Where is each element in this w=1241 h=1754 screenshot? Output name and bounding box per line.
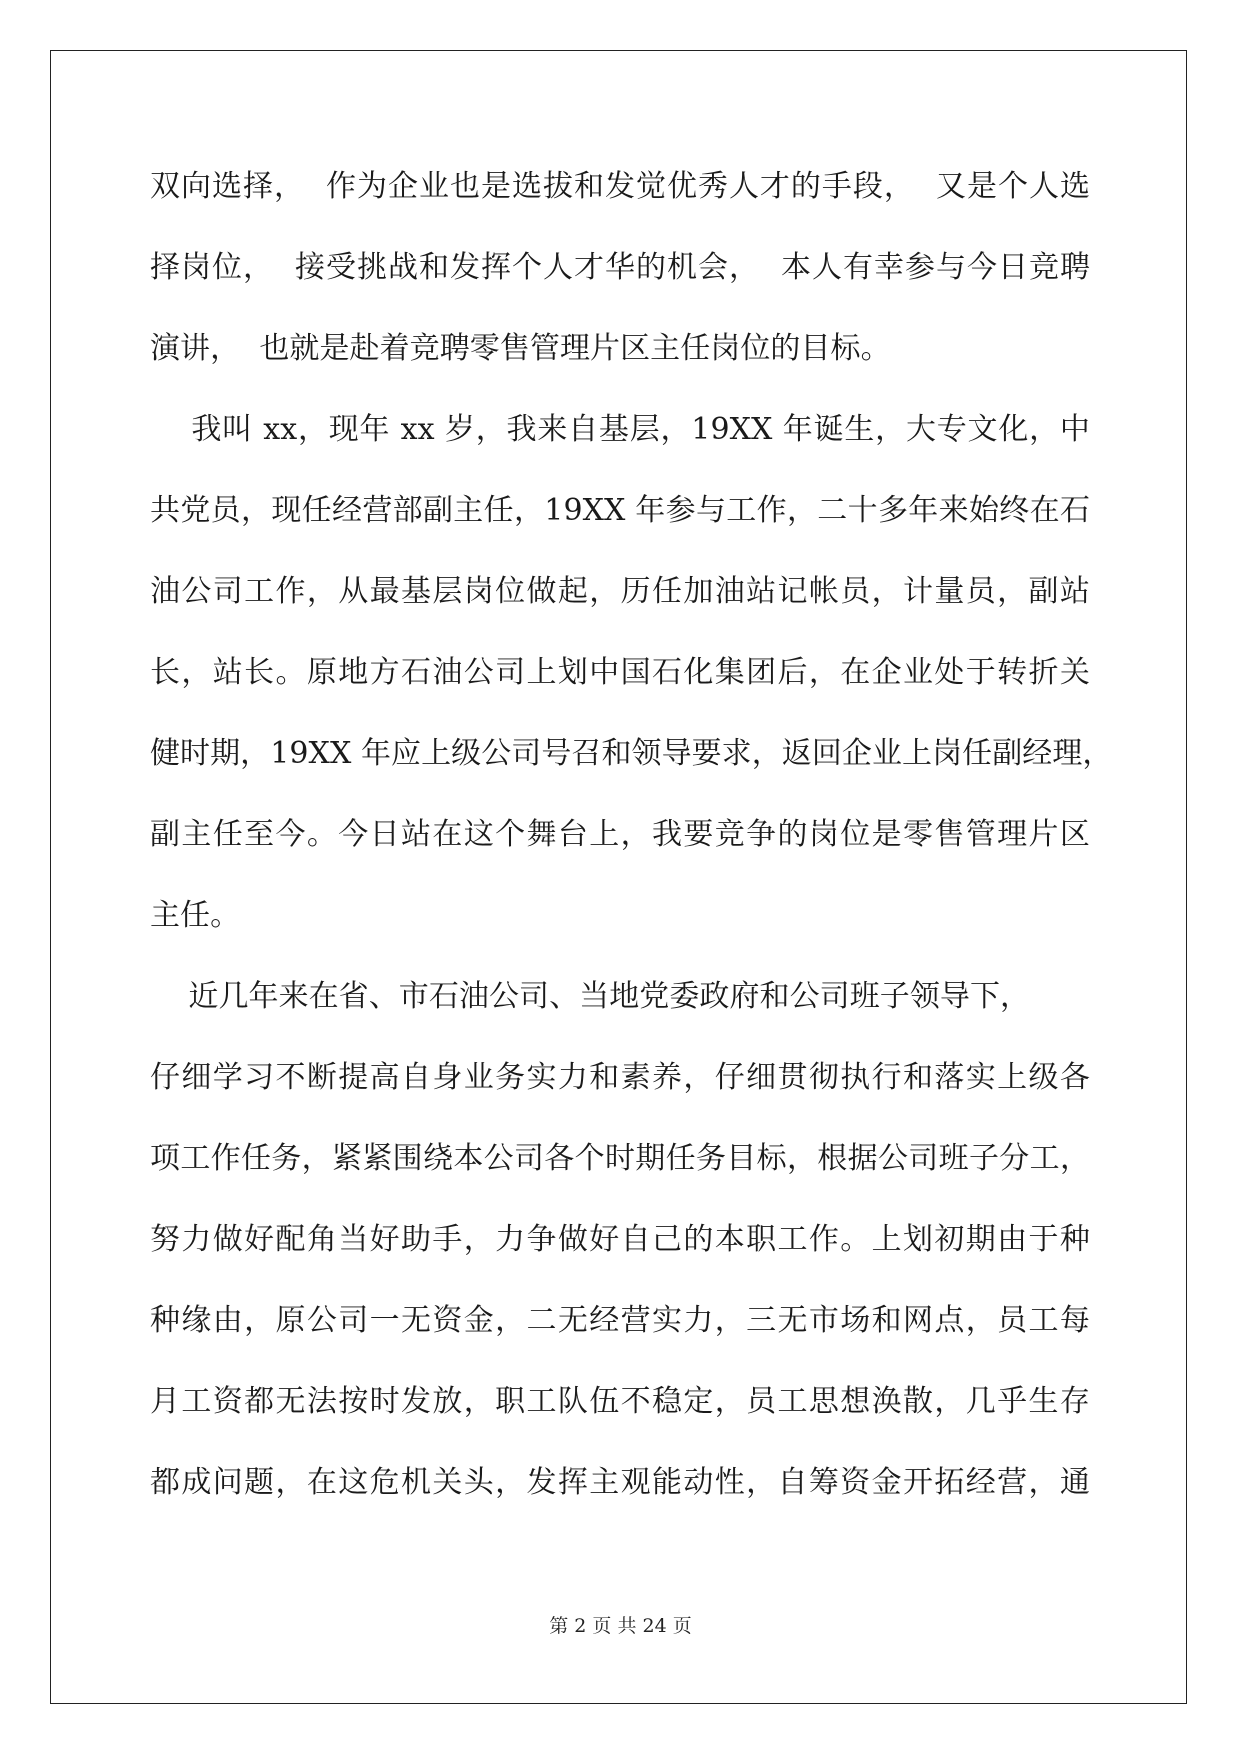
text-line: 共党员，现任经营部副主任，19XX 年参与工作，二十多年来始终在石 xyxy=(150,493,1090,528)
text-line: 择岗位， 接受挑战和发挥个人才华的机会， 本人有幸参与今日竞聘 xyxy=(150,250,1090,285)
text-line: 主任。 xyxy=(150,898,241,933)
text-line: 双向选择， 作为企业也是选拔和发觉优秀人才的手段， 又是个人选 xyxy=(150,169,1090,204)
text-line: 副主任至今。今日站在这个舞台上，我要竞争的岗位是零售管理片区 xyxy=(150,817,1090,852)
text-line: 油公司工作，从最基层岗位做起，历任加油站记帐员，计量员，副站 xyxy=(150,574,1090,609)
text-line: 都成问题，在这危机关头，发挥主观能动性，自筹资金开拓经营，通 xyxy=(150,1465,1090,1500)
text-line: 努力做好配角当好助手，力争做好自己的本职工作。上划初期由于种 xyxy=(150,1222,1090,1257)
text-line: 我叫 xx，现年 xx 岁，我来自基层，19XX 年诞生，大专文化，中 xyxy=(150,412,1090,447)
text-line: 健时期，19XX 年应上级公司号召和领导要求，返回企业上岗任副经理， xyxy=(150,736,1113,771)
text-line: 月工资都无法按时发放，职工队伍不稳定，员工思想涣散，几乎生存 xyxy=(150,1384,1090,1419)
page-number-footer: 第 2 页 共 24 页 xyxy=(549,1615,692,1637)
document-body xyxy=(150,146,1113,1523)
text-line: 演讲， 也就是赴着竞聘零售管理片区主任岗位的目标。 xyxy=(150,331,891,366)
text-line: 种缘由，原公司一无资金，二无经营实力，三无市场和网点，员工每 xyxy=(150,1303,1090,1338)
text-line: 长，站长。原地方石油公司上划中国石化集团后，在企业处于转折关 xyxy=(150,655,1090,690)
text-line: 近几年来在省、市石油公司、当地党委政府和公司班子领导下， xyxy=(150,979,1031,1014)
text-line: 项工作任务，紧紧围绕本公司各个时期任务目标，根据公司班子分工， xyxy=(150,1141,1090,1176)
text-line: 仔细学习不断提高自身业务实力和素养，仔细贯彻执行和落实上级各 xyxy=(150,1060,1090,1095)
